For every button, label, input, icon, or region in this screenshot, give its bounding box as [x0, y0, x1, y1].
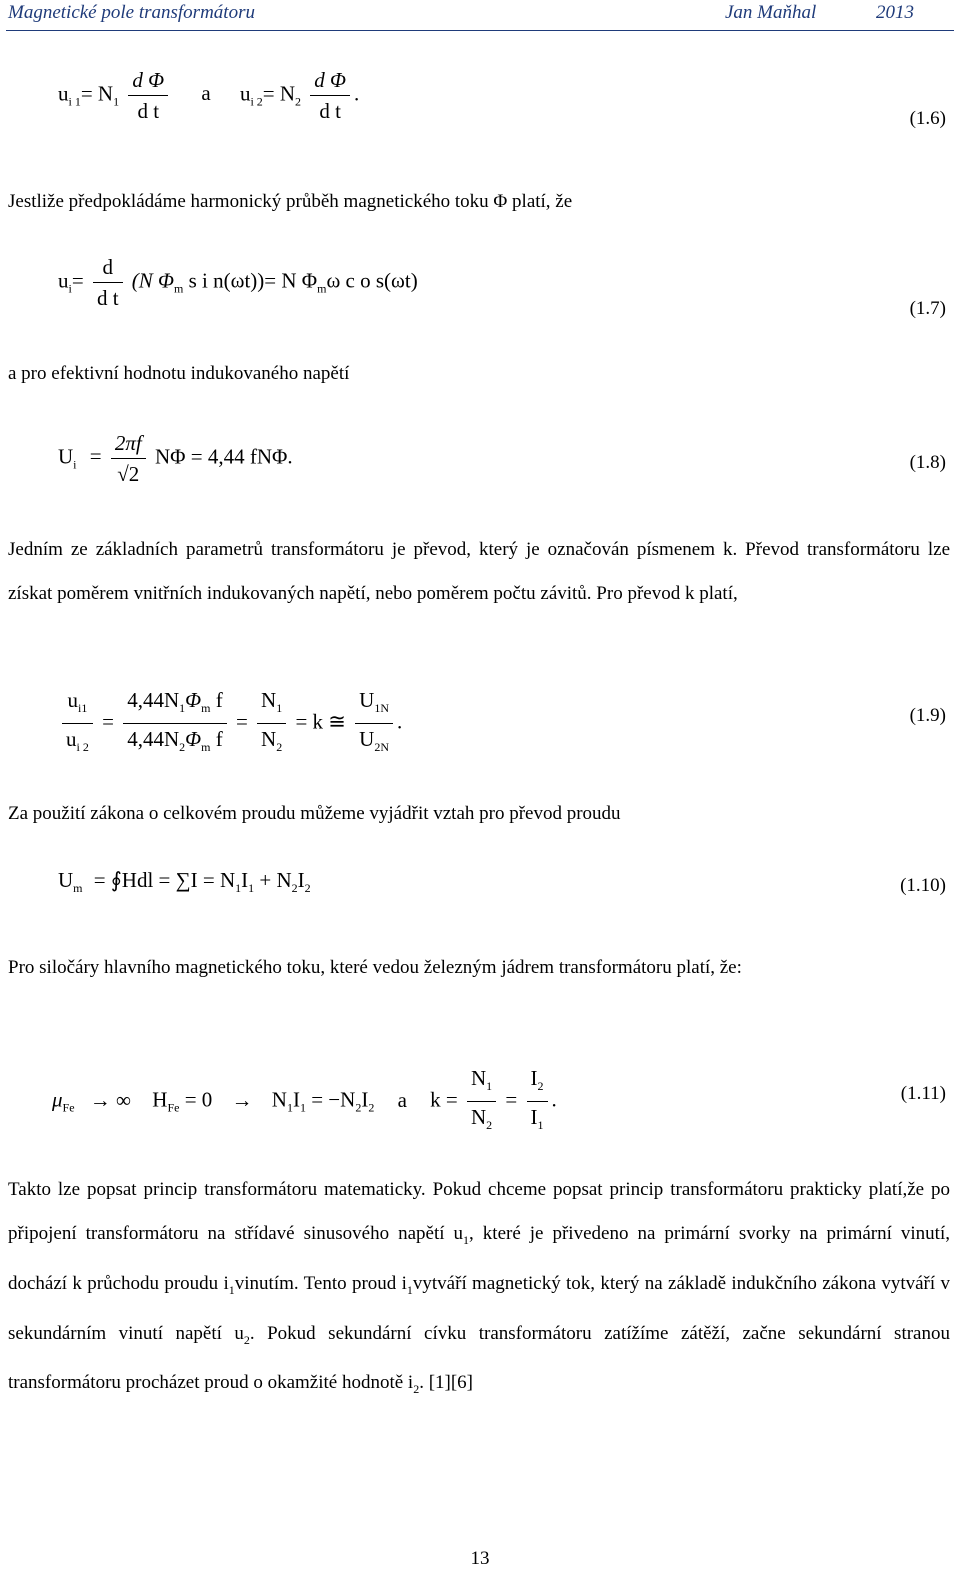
equation-number-1-11: (1.11) — [900, 1083, 946, 1104]
paragraph-2: a pro efektivní hodnotu indukovaného napětí — [8, 363, 350, 384]
paragraph-4: Za použití zákona o celkovém proudu můžeme vyjádřit vztah pro převod proudu — [8, 803, 621, 824]
equation-number-1-7: (1.7) — [909, 298, 946, 319]
paragraph-3: Jedním ze základních parametrů transformátoru je převod, který je označován písmenem k. Převod transformátoru lze získat poměrem vnitřních indukovaných napětí, nebo poměrem počtu závitů. Pro převod k platí, — [8, 539, 950, 604]
header-year: 2013 — [876, 2, 914, 23]
equation-1-10: $U_m$ = ∮Hdl = $\sum I = N_1I_1 + N_2I_2$ — [58, 868, 311, 896]
page-number: 13 — [470, 1548, 490, 1569]
header-rule — [6, 30, 954, 31]
equation-1-6: $u_{i 1}= N_1$ $\frac{\text{d Φ}}{\text{d t}}$ a $u_{i 2}= N_2$ $\frac{\text{d Φ}}{\text{d t}}$ . — [58, 65, 359, 126]
equation-1-8: $U_i$ = $\frac{2\pi f}{√2}$ NΦ = 4,44 fNΦ. — [58, 428, 293, 489]
equation-number-1-8: (1.8) — [909, 452, 946, 473]
equation-number-1-9: (1.9) — [909, 705, 946, 726]
equation-1-7: $u_i=$ $\frac{d}{\text{d t}}$ (N $\Phi_m$ s i n(ωt))= N $\Phi_m\omega$ c o s(ωt) — [58, 252, 418, 313]
equation-number-1-6: (1.6) — [909, 108, 946, 129]
paragraph-5: Pro siločáry hlavního magnetického toku, které vedou železným jádrem transformátoru platí, že: — [8, 957, 742, 978]
equation-1-9: $\frac{u_{i1}}{u_{i 2}}$ = $\frac{4,44N_1\Phi_m f}{4,44N_2\Phi_m f}$ = $\frac{N_1}{N_2}$ = k ≅ $\frac{U_{1N}}{U_{2N}}$ . — [58, 685, 402, 762]
header-title: Magnetické pole transformátoru — [8, 2, 255, 23]
equation-1-11: $\mu_{Fe}$ → ∞ $H_{Fe} = 0 \to N_1I_1 = -N_2I_2$ a k = $\frac{N_1}{N_2}$ = $\frac{I_2}{I_1}$ . — [52, 1063, 557, 1140]
paragraph-6: Takto lze popsat princip transformátoru matematicky. Pokud chceme popsat princip transformátoru prakticky platí,že po připojení transformátoru na střídavé sinusového napětí $u_1$, které je přivedeno na primární svorky na primární vinutí, dochází k průchodu proudu $i_1vinutím$. Tento proud $i_1vytváří$ magnetický tok, který na základě indukčního zákona vytváří v sekundárním vinutí napětí $u_2$. Pokud sekundární cívku transformátoru zatížíme zátěží, začne sekundární stranou transformátoru procházet proud o okamžité hodnotě $i_2$. [1][6] — [8, 1179, 950, 1397]
equation-number-1-10: (1.10) — [900, 875, 946, 896]
paragraph-1: Jestliže předpokládáme harmonický průběh magnetického toku Φ platí, že — [8, 191, 573, 212]
header-author: Jan Maňhal — [725, 2, 817, 23]
